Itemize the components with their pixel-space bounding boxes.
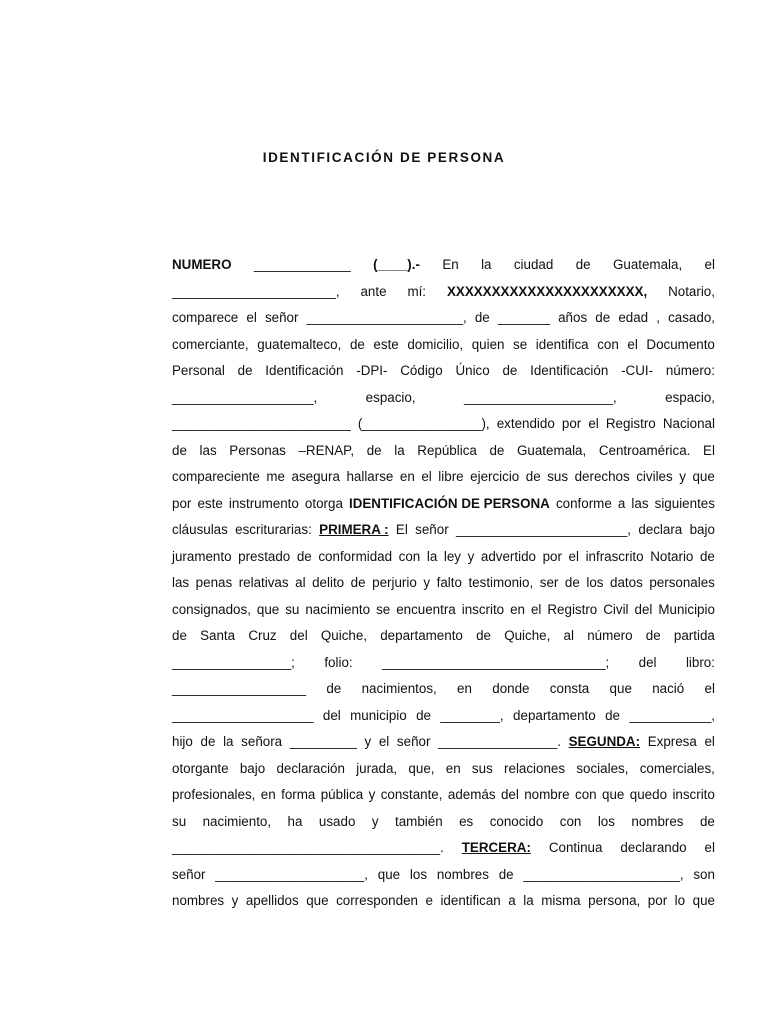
word: Guatemala,: [517, 442, 587, 458]
word: y: [371, 813, 379, 829]
word: de: [605, 707, 620, 723]
word: perjurio: [372, 575, 417, 590]
word: identifica: [535, 336, 589, 352]
word: –RENAP,: [298, 442, 355, 458]
word: nacimiento: [305, 601, 371, 617]
word: persona,: [588, 893, 641, 908]
word: de: [645, 628, 661, 643]
word: relaciones: [504, 760, 566, 776]
word: comerciales,: [639, 760, 715, 776]
word: asegura: [291, 469, 340, 484]
word: sus: [547, 469, 569, 484]
blank-field: ___________________,: [172, 389, 318, 405]
word: y: [368, 787, 376, 802]
clause-heading: TERCERA:: [461, 840, 531, 855]
clause-heading: SEGUNDA:: [568, 734, 641, 749]
paragraph-line: [172, 787, 715, 803]
blank-field: _______________________,: [455, 522, 631, 537]
word: que: [256, 601, 280, 617]
word: de: [350, 575, 366, 590]
word: de: [172, 628, 187, 643]
word: con: [398, 548, 421, 564]
word: la: [223, 734, 234, 749]
word: instrumento: [228, 495, 299, 511]
word: el: [568, 548, 579, 564]
word: del: [322, 707, 341, 723]
paragraph-line: [172, 522, 715, 538]
word: bajo: [689, 522, 715, 537]
word: las: [199, 442, 217, 458]
word: el: [246, 310, 257, 325]
word: con: [575, 787, 597, 802]
word: comparece: [172, 310, 239, 325]
word: señor: [264, 310, 299, 325]
word: Nacional: [662, 416, 715, 431]
word: libro:: [685, 654, 715, 670]
word: que: [602, 787, 625, 802]
word: las: [631, 495, 649, 511]
paragraph-line: [172, 496, 715, 512]
word: sus: [471, 760, 493, 776]
word: República: [417, 442, 477, 458]
document-title: IDENTIFICACIÓN DE PERSONA: [262, 150, 506, 165]
word: Quiche,: [320, 628, 368, 643]
word: pública: [320, 787, 364, 802]
word: y: [467, 548, 475, 564]
paragraph-line: [172, 628, 715, 644]
word: domicilio,: [407, 336, 464, 352]
blank-field: ________,: [440, 707, 504, 723]
word: civiles: [636, 469, 673, 484]
word: y: [364, 734, 372, 749]
word: -DPI-: [356, 363, 388, 378]
word: su: [172, 813, 187, 829]
paragraph-line: [172, 602, 715, 618]
word: de: [366, 442, 382, 458]
paragraph-line: [172, 708, 715, 724]
word: me: [266, 469, 285, 484]
word: falto: [436, 575, 462, 590]
word: el: [530, 601, 542, 617]
blank-field: ____________________,: [215, 866, 368, 882]
word: ciudad: [513, 257, 554, 272]
word: nombre: [524, 787, 570, 802]
word: siguientes: [654, 495, 715, 511]
word: infrascrito: [585, 548, 644, 564]
word: de: [489, 442, 505, 458]
word: este: [197, 495, 223, 511]
word: ,: [656, 310, 660, 325]
word: municipio: [350, 707, 407, 723]
word: encuentra: [396, 601, 456, 617]
blank-field: ________________________: [172, 416, 351, 431]
word: a: [617, 495, 626, 511]
paragraph-line: [172, 575, 715, 591]
word: consta: [549, 681, 590, 696]
word: guatemalteco,: [257, 336, 342, 352]
word: y: [679, 469, 686, 484]
word: edad: [618, 310, 649, 325]
word: partida: [673, 628, 715, 643]
bold-text: XXXXXXXXXXXXXXXXXXXXXX,: [446, 283, 648, 299]
blank-field: __________________: [172, 681, 307, 696]
word: de: [699, 813, 715, 829]
word: en: [399, 469, 415, 484]
word: constante,: [380, 787, 443, 802]
word: de: [200, 734, 216, 749]
word: el: [588, 416, 599, 431]
word: que: [692, 893, 715, 908]
word: nacimientos,: [361, 681, 437, 696]
word: Guatemala,: [612, 257, 683, 272]
paragraph-line: [172, 337, 715, 353]
word: Registro: [547, 601, 598, 617]
word: identifican: [440, 893, 501, 908]
word: que: [692, 469, 715, 484]
word: del: [289, 628, 308, 643]
paragraph-line: [172, 443, 715, 459]
word: espacio,: [365, 389, 416, 405]
bold-text: IDENTIFICACIÓN DE PERSONA: [348, 495, 550, 511]
paragraph-line: [172, 893, 715, 909]
word: en: [445, 760, 461, 776]
word: Santa: [200, 628, 236, 643]
paragraph-line: [172, 363, 715, 379]
word: declara: [638, 522, 683, 537]
word: los: [597, 813, 615, 829]
word: al: [563, 628, 574, 643]
word: de: [564, 575, 580, 590]
word: además: [447, 787, 496, 802]
word: prestado: [238, 548, 291, 564]
word: el: [627, 336, 638, 352]
word: declaración: [276, 760, 345, 776]
word: Quiche,: [504, 628, 551, 643]
word: su: [285, 601, 300, 617]
word: señora: [241, 734, 283, 749]
word: de: [595, 310, 611, 325]
word: los: [409, 866, 428, 882]
word: hijo: [172, 734, 193, 749]
word: inscrito: [672, 787, 715, 802]
word: número:: [665, 363, 715, 378]
word: conocido: [489, 813, 544, 829]
word: Notario,: [668, 283, 715, 299]
word: En: [442, 257, 459, 272]
word: en: [457, 681, 472, 696]
paragraph-line: [172, 681, 715, 697]
word: de: [498, 866, 514, 882]
paragraph-line: [172, 390, 715, 406]
word: del: [638, 654, 657, 670]
word: donde: [492, 681, 530, 696]
word: de: [172, 442, 187, 458]
word: Identificación: [530, 363, 609, 378]
word: escriturarias:: [235, 522, 312, 537]
word: profesionales,: [172, 787, 256, 802]
paragraph-line: [172, 416, 715, 432]
word: datos: [610, 575, 643, 590]
word: testimonio,: [468, 575, 534, 590]
paragraph-line: [172, 284, 715, 300]
word: el: [704, 734, 715, 749]
word: El: [703, 442, 715, 458]
word: al: [295, 575, 306, 590]
word: departamento: [380, 628, 463, 643]
word: extendido: [496, 416, 555, 431]
word: los: [586, 575, 604, 590]
word: también: [395, 813, 443, 829]
word: que,: [408, 760, 435, 776]
word: quedo: [629, 787, 668, 802]
word: bajo: [239, 760, 266, 776]
blank-field: ___________________: [172, 707, 314, 723]
word: y: [423, 575, 431, 590]
word: delito: [312, 575, 345, 590]
word: Expresa: [647, 734, 697, 749]
word: jurada,: [356, 760, 398, 776]
word: espacio,: [665, 389, 715, 405]
word: derechos: [574, 469, 630, 484]
word: -CUI-: [621, 363, 654, 378]
word: nombres: [436, 866, 489, 882]
word: relativas: [238, 575, 289, 590]
word: quien: [471, 336, 505, 352]
paragraph-line: [172, 867, 715, 883]
word: otorga: [304, 495, 343, 511]
word: de: [525, 469, 541, 484]
word: ha: [287, 813, 303, 829]
word: años: [558, 310, 588, 325]
word: por: [561, 416, 582, 431]
paragraph-line: [172, 257, 715, 273]
word: Cruz: [248, 628, 277, 643]
word: Personas: [229, 442, 286, 458]
word: El: [395, 522, 408, 537]
word: Documento: [646, 336, 715, 352]
word: del: [634, 601, 653, 617]
paragraph-line: [172, 310, 715, 326]
word: nombres: [172, 893, 225, 908]
word: a: [508, 893, 516, 908]
word: se: [376, 601, 391, 617]
bold-text: NUMERO: [172, 257, 232, 272]
word: de: [237, 363, 253, 378]
word: señor: [415, 522, 449, 537]
word: el: [421, 469, 432, 484]
word: inscrito: [461, 601, 505, 617]
word: la: [426, 548, 438, 564]
word: por: [647, 893, 668, 908]
word: departamento: [513, 707, 596, 723]
word: que: [609, 681, 632, 696]
word: Continua: [548, 840, 603, 855]
paragraph-line: [172, 840, 715, 856]
word: en: [510, 601, 526, 617]
word: ejercicio: [470, 469, 520, 484]
word: Municipio: [658, 601, 715, 617]
paragraph-line: [172, 814, 715, 830]
word: este: [373, 336, 399, 352]
clause-heading: PRIMERA :: [319, 522, 389, 537]
word: nacimiento,: [202, 813, 272, 829]
word: señor: [172, 866, 206, 882]
blank-field: _____________________,: [523, 866, 684, 882]
word: lo: [674, 893, 686, 908]
word: Notario: [650, 548, 694, 564]
word: otorgante: [172, 760, 229, 776]
word: nació: [652, 681, 685, 696]
word: la: [481, 257, 492, 272]
word: de: [326, 681, 342, 696]
word: misma: [541, 893, 581, 908]
word: con: [597, 336, 619, 352]
word: advertido: [480, 548, 536, 564]
word: del: [500, 787, 519, 802]
word: libre: [438, 469, 464, 484]
word: personales: [649, 575, 715, 590]
word: señor: [396, 734, 431, 749]
paragraph-line: [172, 655, 715, 671]
word: conformidad: [318, 548, 393, 564]
word: comerciante,: [172, 336, 249, 352]
word: el: [704, 840, 715, 855]
word: ante: [360, 283, 387, 299]
word: de: [474, 310, 490, 325]
blank-field: ______________________________;: [382, 654, 610, 670]
word: folio:: [324, 654, 353, 670]
word: de: [502, 363, 518, 378]
word: forma: [281, 787, 316, 802]
word: Único: [455, 363, 490, 378]
word: las: [172, 575, 190, 590]
word: Civil: [603, 601, 629, 617]
word: de: [416, 707, 431, 723]
word: de: [699, 548, 715, 564]
word: e: [425, 893, 433, 908]
word: compareciente: [172, 469, 260, 484]
word: la: [394, 442, 405, 458]
paragraph-line: [172, 549, 715, 565]
word: Centroamérica.: [598, 442, 691, 458]
word: por: [172, 495, 192, 511]
word: el: [378, 734, 390, 749]
word: el: [704, 257, 715, 272]
word: corresponden: [336, 893, 418, 908]
paragraph-line: [172, 469, 715, 485]
word: hallarse: [346, 469, 394, 484]
word: por: [542, 548, 562, 564]
word: con: [559, 813, 582, 829]
word: de: [575, 257, 591, 272]
word: nombres: [631, 813, 684, 829]
word: se: [513, 336, 528, 352]
word: declarando: [620, 840, 687, 855]
word: de: [296, 548, 312, 564]
blank-field: _______: [497, 310, 550, 325]
word: Registro: [605, 416, 656, 431]
blank-field: _________: [289, 734, 357, 749]
blank-field: ___________,: [629, 707, 715, 723]
blank-field: ________________;: [172, 654, 295, 670]
word: Personal: [172, 363, 225, 378]
paragraph-line: [172, 734, 715, 750]
blank-field: ____________________,: [464, 389, 617, 405]
word: de: [476, 628, 491, 643]
word: Código: [400, 363, 443, 378]
word: penas: [195, 575, 233, 590]
blank-field: (________________),: [357, 416, 490, 431]
word: ser: [539, 575, 559, 590]
word: en: [260, 787, 276, 802]
blank-field: ____________________________________.: [172, 840, 444, 855]
word: que: [306, 893, 329, 908]
word: que: [377, 866, 401, 882]
word: juramento: [172, 548, 232, 564]
word: sociales,: [576, 760, 629, 776]
word: son: [693, 866, 715, 882]
word: apellidos: [245, 893, 299, 908]
word: Identificación: [265, 363, 344, 378]
word: y: [231, 893, 239, 908]
blank-field: _____________: [253, 257, 351, 272]
word: conforme: [555, 495, 612, 511]
word: mí:: [407, 283, 427, 299]
word: número: [587, 628, 633, 643]
word: ley: [443, 548, 461, 564]
word: de: [349, 336, 365, 352]
blank-field: ______________________,: [172, 283, 340, 299]
paragraph-line: [172, 761, 715, 777]
word: consignados,: [172, 601, 251, 617]
word: casado,: [668, 310, 715, 325]
blank-field: _____________________,: [306, 310, 467, 325]
word: el: [704, 681, 715, 696]
bold-text: (____).-: [373, 257, 420, 272]
word: la: [523, 893, 534, 908]
word: es: [459, 813, 474, 829]
word: cláusulas: [172, 522, 228, 537]
blank-field: ________________.: [438, 734, 561, 749]
word: usado: [318, 813, 356, 829]
